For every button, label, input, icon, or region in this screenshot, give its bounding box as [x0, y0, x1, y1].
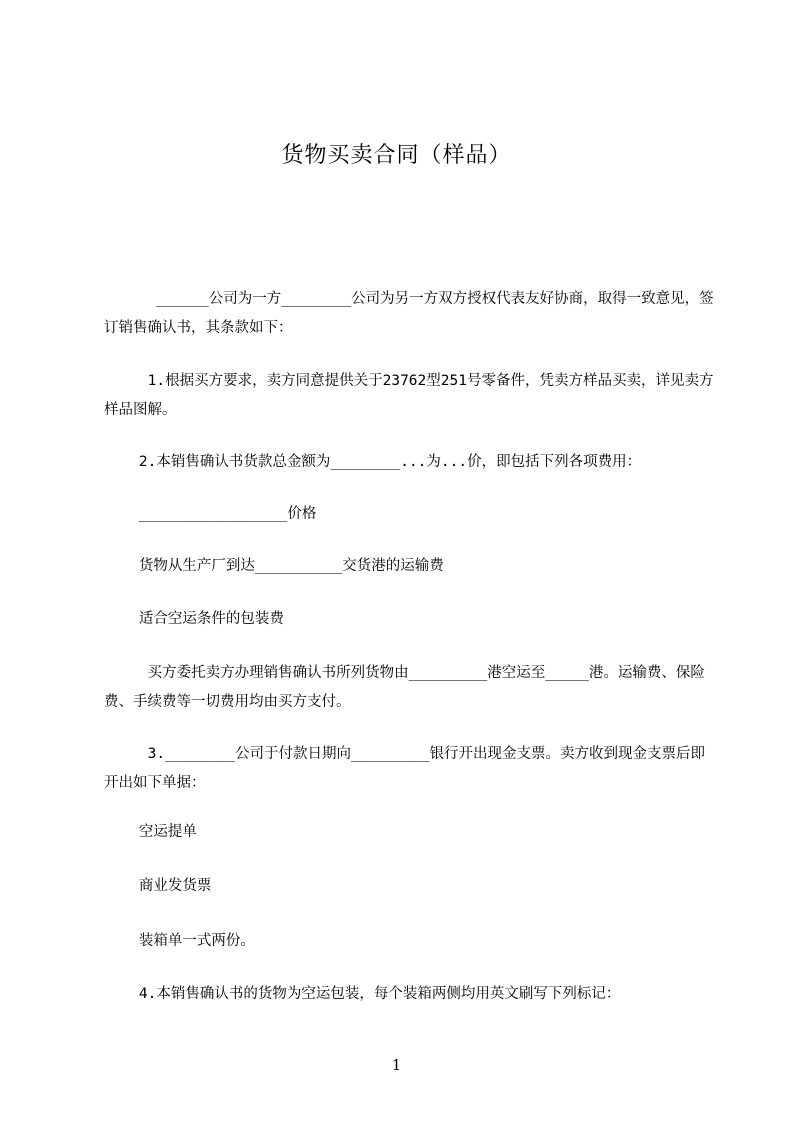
- paragraph-clause-4: 4.本销售确认书的货物为空运包装，每个装箱两侧均用英文刷写下列标记：: [104, 986, 621, 1002]
- paragraph-transport-fee: 货物从生产厂到达__________交货港的运输费: [104, 558, 444, 574]
- paragraph-clause-1: 1.根据买方要求，卖方同意提供关于23762型251号零备件，凭卖方样品买卖，详见卖方样品图解。: [104, 373, 714, 418]
- document-title: 货物买卖合同（样品）: [281, 143, 512, 168]
- paragraph-air-transport: 买方委托卖方办理销售确认书所列货物由_________港空运至_____港。运输费、保险费、手续费等一切费用均由买方支付。: [104, 665, 705, 710]
- paragraph-clause-3: 3.________公司于付款日期向_________银行开出现金支票。卖方收到现金支票后即开出如下单据：: [104, 746, 706, 791]
- paragraph-commercial-invoice: 商业发货票: [104, 878, 212, 894]
- paragraph-preamble: ______公司为一方________公司为另一方双方授权代表友好协商，取得一致意见，签订销售确认书，其条款如下：: [104, 291, 714, 336]
- paragraph-price-item: _________________价格: [104, 506, 317, 522]
- page-number: 1: [391, 1056, 402, 1074]
- paragraph-air-waybill: 空运提单: [104, 824, 197, 840]
- paragraph-clause-2: 2.本销售确认书货款总金额为________...为...价，即包括下列各项费用：: [104, 454, 642, 470]
- paragraph-packing-fee: 适合空运条件的包装费: [104, 611, 284, 627]
- paragraph-packing-list: 装箱单一式两份。: [104, 933, 255, 949]
